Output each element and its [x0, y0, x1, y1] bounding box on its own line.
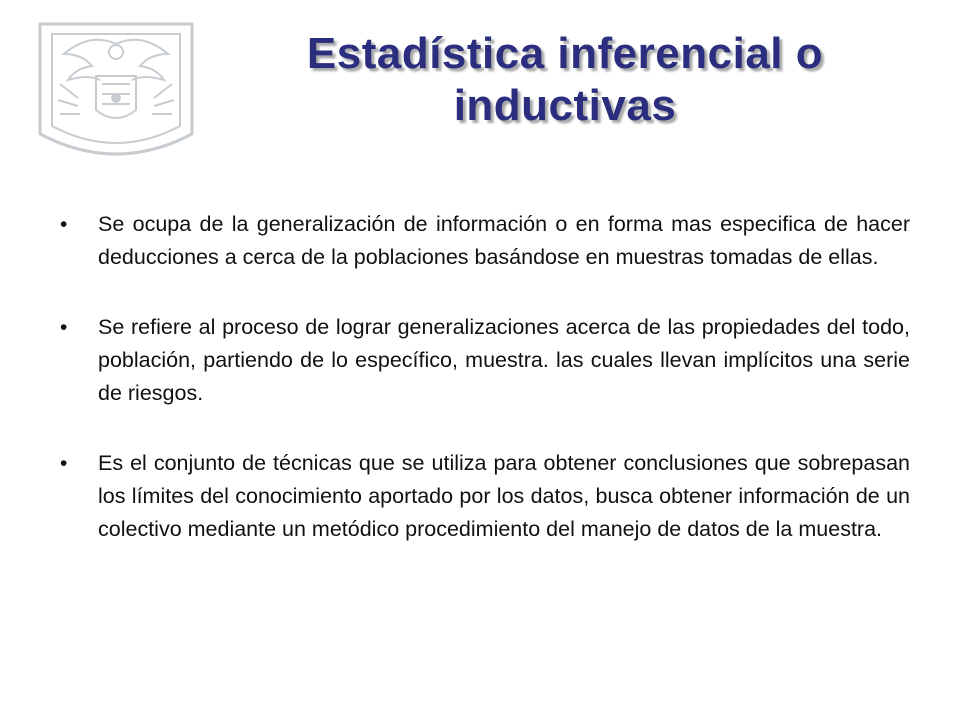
title-line-2: inductivas — [453, 81, 677, 130]
bullet-item-3 — [60, 447, 910, 546]
slide-title — [210, 28, 920, 132]
bullet-text: Se refiere al proceso de lograr generalizaciones acerca de las propiedades del todo, población, partiendo de lo específico, muestra. las cuales llevan implícitos una serie de riesgos. — [98, 315, 910, 405]
bullet-list — [60, 208, 910, 583]
title-line-1: Estadística inferencial o — [306, 29, 824, 78]
bullet-marker: • — [60, 213, 68, 236]
bullet-item-1 — [60, 208, 910, 274]
bullet-text: Es el conjunto de técnicas que se utiliza para obtener conclusiones que sobrepasan los límites del conocimiento aportado por los datos, busca obtener información de un colectivo mediante un metódico procedimiento del manejo de datos de la muestra. — [98, 451, 910, 541]
bullet-marker: • — [60, 452, 68, 475]
university-seal-icon — [30, 14, 202, 172]
bullet-text: Se ocupa de la generalización de información o en forma mas especifica de hacer deducciones a cerca de la poblaciones basándose en muestras tomadas de ellas. — [98, 212, 910, 269]
bullet-marker: • — [60, 316, 68, 339]
bullet-item-2 — [60, 311, 910, 410]
